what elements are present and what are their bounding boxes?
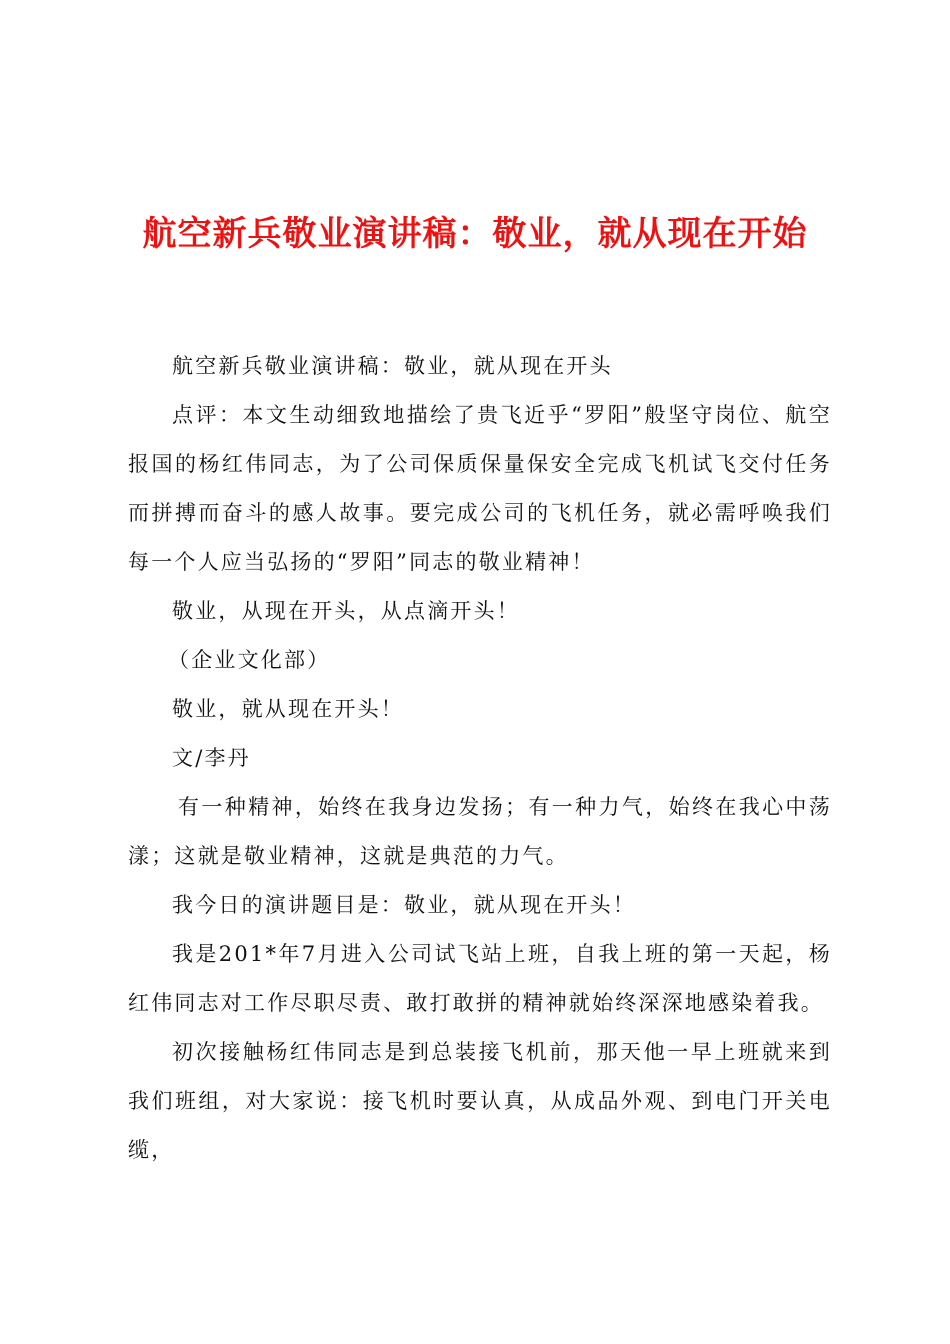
paragraph-speech-title: 敬业，就从现在开头！	[172, 697, 404, 721]
paragraph-slogan: 敬业，从现在开头，从点滴开头！	[172, 599, 520, 623]
paragraph-heading-repeat: 航空新兵敬业演讲稿：敬业，就从现在开头	[172, 354, 613, 378]
paragraph-first-contact: 初次接触杨红伟同志是到总装接飞机前，那天他一早上班就来到我们班组，对大家说：接飞机时要认真，从成品外观、到电门开关电缆，	[128, 1040, 832, 1162]
paragraph-comment: 点评：本文生动细致地描绘了贵飞近乎“罗阳”般坚守岗位、航空报国的杨红伟同志，为了公司保质保量保安全完成飞机试飞交付任务而拼搏而奋斗的感人故事。要完成公司的飞机任务，就必需呼唤我们每一个人应当弘扬的“罗阳”同志的敬业精神！	[128, 403, 832, 574]
document-body	[128, 342, 832, 1175]
document-title: 航空新兵敬业演讲稿：敬业，就从现在开始	[142, 214, 808, 254]
paragraph-author: 文/李丹	[172, 746, 251, 770]
paragraph-spirit: 有一种精神，始终在我身边发扬；有一种力气，始终在我心中荡漾；这就是敬业精神，这就是典范的力气。	[128, 795, 832, 868]
paragraph-joined: 我是201*年7月进入公司试飞站上班，自我上班的第一天起，杨红伟同志对工作尽职尽责、敢打敢拼的精神就始终深深地感染着我。	[128, 942, 832, 1015]
paragraph-department: （企业文化部）	[168, 648, 331, 672]
paragraph-topic: 我今日的演讲题目是：敬业，就从现在开头！	[172, 893, 636, 917]
